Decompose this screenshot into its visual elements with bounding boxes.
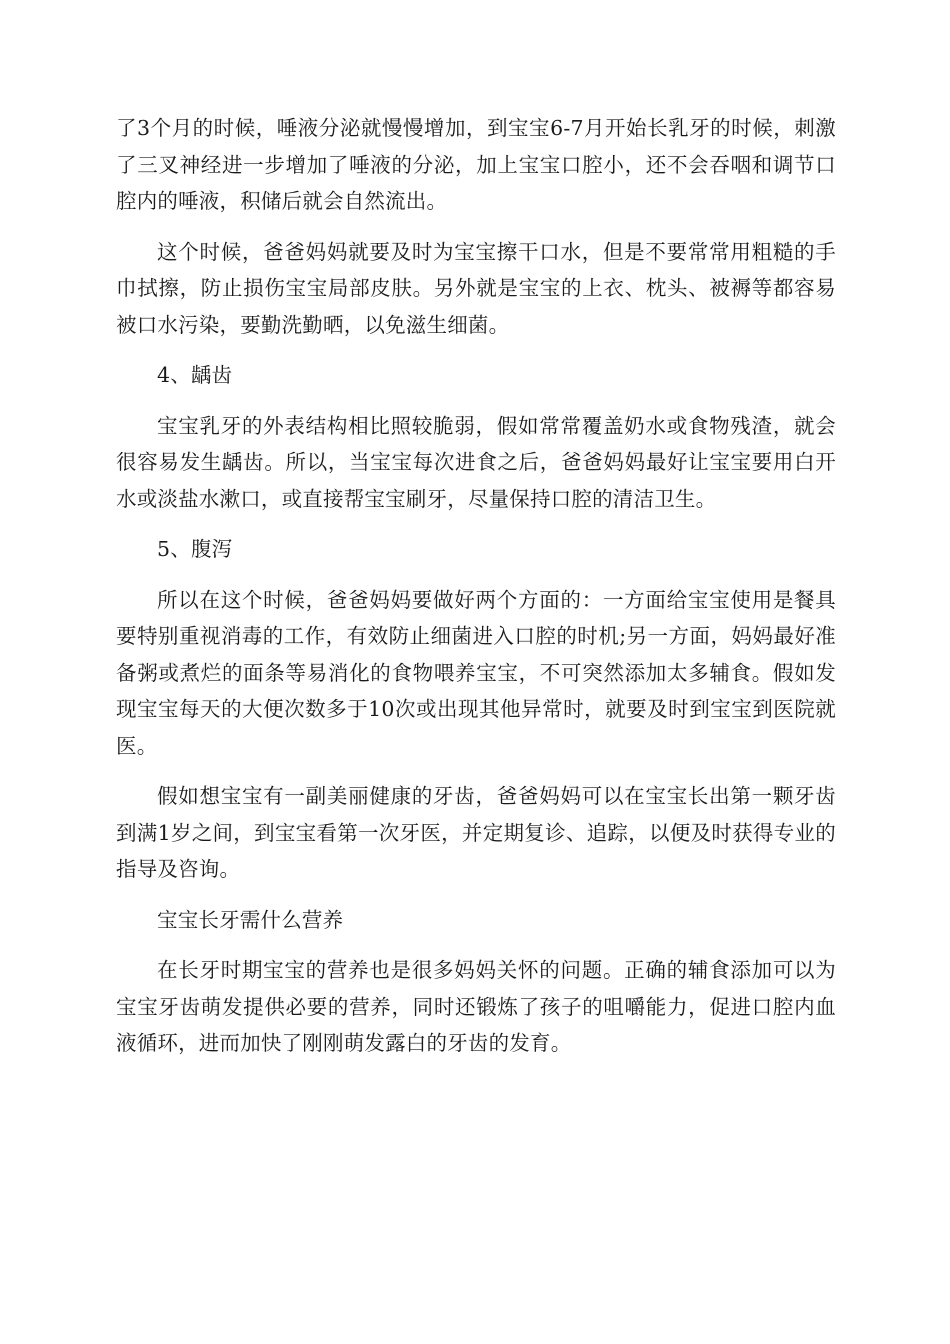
section-heading-nutrition: 宝宝长牙需什么营养	[157, 907, 344, 932]
paragraph-caries: 宝宝乳牙的外表结构相比照较脆弱，假如常常覆盖奶水或食物残渣，就会很容易发生龋齿。所以，当宝宝每次进食之后，爸爸妈妈最好让宝宝要用白开水或淡盐水漱口，或直接帮宝宝刷牙，尽量保持口腔的清洁卫生。	[116, 413, 836, 511]
section-heading-diarrhea: 5、腹泻	[157, 537, 233, 561]
paragraph-diarrhea: 所以在这个时候，爸爸妈妈要做好两个方面的：一方面给宝宝使用是餐具要特别重视消毒的工作，有效防止细菌进入口腔的时机;另一方面，妈妈最好准备粥或煮烂的面条等易消化的食物喂养宝宝，不可突然添加太多辅食。假如发现宝宝每天的大便次数多于10次或出现其他异常时，就要及时到宝宝到医院就医。	[116, 587, 836, 758]
section-heading-caries: 4、龋齿	[157, 363, 233, 387]
paragraph-dentist: 假如想宝宝有一副美丽健康的牙齿，爸爸妈妈可以在宝宝长出第一颗牙齿到满1岁之间，到宝宝看第一次牙医，并定期复诊、追踪，以便及时获得专业的指导及咨询。	[116, 784, 836, 881]
paragraph-nutrition: 在长牙时期宝宝的营养也是很多妈妈关怀的问题。正确的辅食添加可以为宝宝牙齿萌发提供必要的营养，同时还锻炼了孩子的咀嚼能力，促进口腔内血液循环，进而加快了刚刚萌发露白的牙齿的发育。	[116, 958, 836, 1055]
document-body	[116, 110, 836, 1076]
paragraph-wipe-drool: 这个时候，爸爸妈妈就要及时为宝宝擦干口水，但是不要常常用粗糙的手巾拭擦，防止损伤宝宝局部皮肤。另外就是宝宝的上衣、枕头、被褥等都容易被口水污染，要勤洗勤晒，以免滋生细菌。	[116, 239, 836, 337]
paragraph-saliva-continued: 了3个月的时候，唾液分泌就慢慢增加，到宝宝6-7月开始长乳牙的时候，刺激了三叉神经进一步增加了唾液的分泌，加上宝宝口腔小，还不会吞咽和调节口腔内的唾液，积储后就会自然流出。	[116, 116, 836, 213]
